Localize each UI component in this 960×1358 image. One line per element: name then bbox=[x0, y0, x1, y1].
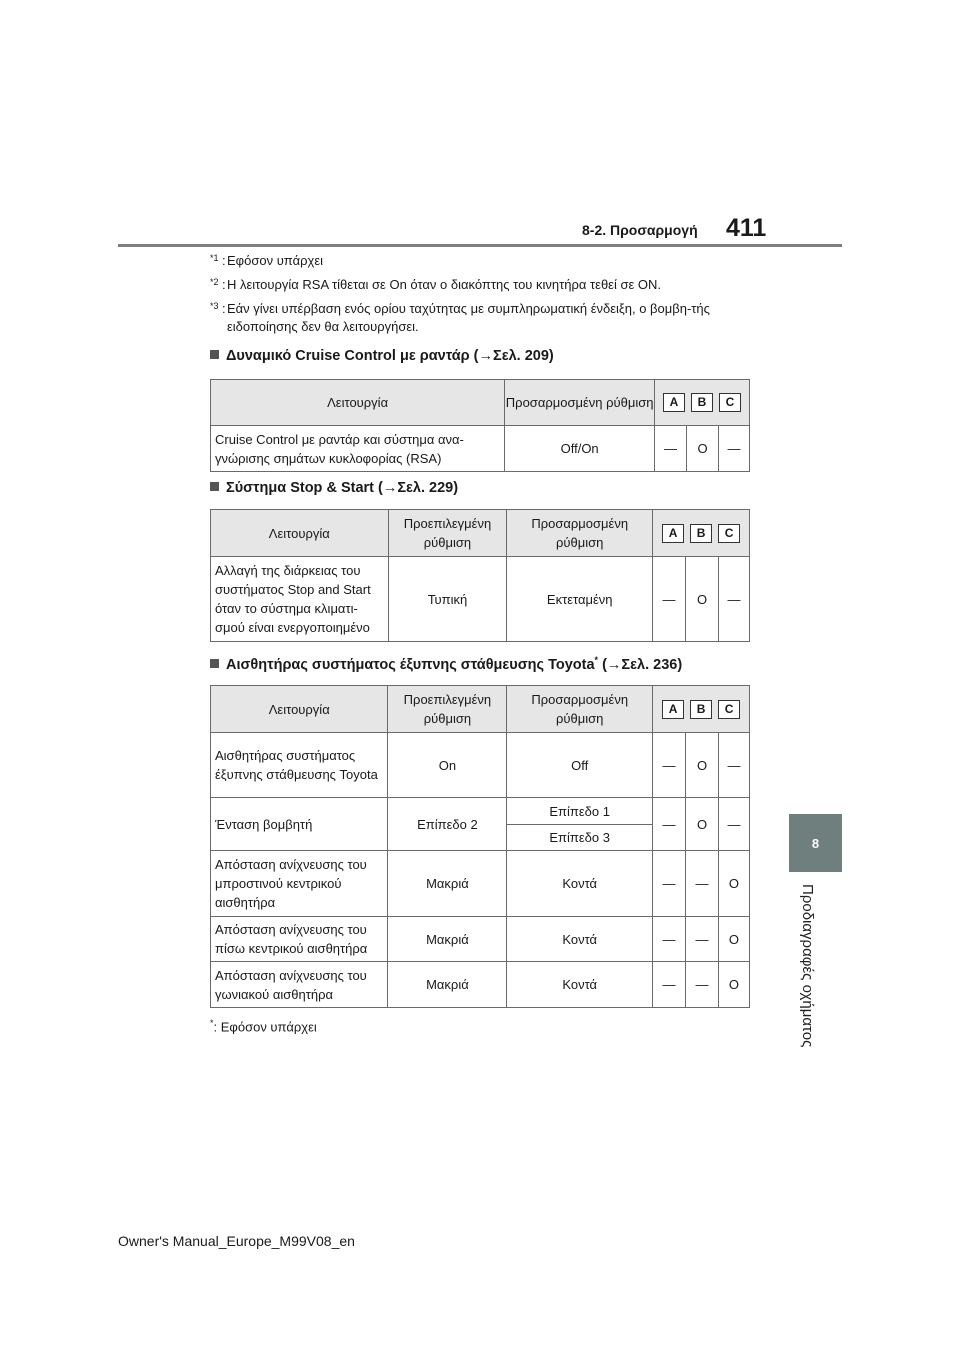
table-row: Απόσταση ανίχνευσης του γωνιακού αισθητήρα Μακριά Κοντά — — O bbox=[211, 962, 750, 1008]
col-default: Προεπιλεγμένη ρύθμιση bbox=[388, 686, 507, 733]
col-custom: Προσαρμοσμένη ρύθμιση bbox=[507, 510, 653, 557]
page-number: 411 bbox=[726, 214, 767, 242]
table-parking-sensor bbox=[210, 685, 750, 1008]
col-default: Προεπιλεγμένη ρύθμιση bbox=[388, 510, 507, 557]
page-reference: →Σελ. 229) bbox=[382, 480, 459, 496]
col-abc bbox=[655, 380, 750, 426]
a-icon: A bbox=[663, 393, 685, 412]
header-divider bbox=[118, 244, 842, 247]
table-row: Cruise Control με ραντάρ και σύστημα ανα-γνώρισης σημάτων κυκλοφορίας (RSA) Off/On — O — bbox=[211, 426, 750, 472]
note-mark: *1 bbox=[210, 253, 219, 263]
square-bullet-icon bbox=[210, 659, 219, 668]
table-row: Απόσταση ανίχνευσης του πίσω κεντρικού αισθητήρα Μακριά Κοντά — — O bbox=[211, 917, 750, 962]
section-heading-parking-sensor: Αισθητήρας συστήματος έξυπνης στάθμευσης Toyota* (→Σελ. 236) bbox=[210, 655, 682, 673]
c-icon: C bbox=[719, 393, 741, 412]
table-row: Επίπεδο 3 bbox=[211, 825, 750, 851]
chapter-tab bbox=[789, 814, 842, 872]
a-icon: A bbox=[662, 524, 684, 543]
a-icon: A bbox=[662, 700, 684, 719]
col-function: Λειτουργία bbox=[211, 380, 505, 426]
footnote: *: Εφόσον υπάρχει bbox=[210, 1018, 317, 1035]
note-mark: *2 bbox=[210, 277, 219, 287]
square-bullet-icon bbox=[210, 350, 219, 359]
page-reference: →Σελ. 209) bbox=[478, 348, 554, 364]
b-icon: B bbox=[691, 393, 713, 412]
col-function: Λειτουργία bbox=[211, 686, 388, 733]
note-text: Εφόσον υπάρχει bbox=[227, 253, 324, 268]
table-cruise bbox=[210, 379, 750, 472]
table-row: Αισθητήρας συστήματος έξυπνης στάθμευσης Toyota On Off — O — bbox=[211, 733, 750, 798]
table-row: Αλλαγή της διάρκειας του συστήματος Stop and Start όταν το σύστημα κλιματι-σμού είναι ενεργοποιημένο Τυπική Εκτεταμένη — O — bbox=[211, 557, 750, 642]
table-row: Ένταση βομβητή Επίπεδο 2 Επίπεδο 1 — O — bbox=[211, 798, 750, 825]
footer-text: Owner's Manual_Europe_M99V08_en bbox=[118, 1233, 355, 1249]
col-function: Λειτουργία bbox=[211, 510, 389, 557]
section-label: 8-2. Προσαρμογή bbox=[582, 222, 698, 238]
notes bbox=[210, 252, 755, 342]
note-text: Εάν γίνει υπέρβαση ενός ορίου ταχύτητας με συμπληρωματική ένδειξη, ο βομβη-τής ειδοποίησης δεν θα λειτουργήσει. bbox=[227, 301, 710, 334]
c-icon: C bbox=[718, 700, 740, 719]
page-reference: (→Σελ. 236) bbox=[598, 656, 683, 673]
col-abc bbox=[653, 510, 750, 557]
col-custom: Προσαρμοσμένη ρύθμιση bbox=[507, 686, 653, 733]
note-3: *3 : Εάν γίνει υπέρβαση ενός ορίου ταχύτητας με συμπληρωματική ένδειξη, ο βομβη-τής ειδοποίησης δεν θα λειτουργήσει. bbox=[210, 300, 755, 336]
col-abc bbox=[653, 686, 750, 733]
b-icon: B bbox=[690, 524, 712, 543]
note-1: *1 : Εφόσον υπάρχει bbox=[210, 252, 755, 270]
chapter-number: 8 bbox=[811, 835, 820, 851]
section-heading-stop-start: Σύστημα Stop & Start (→Σελ. 229) bbox=[210, 480, 458, 496]
square-bullet-icon bbox=[210, 482, 219, 491]
col-custom: Προσαρμοσμένη ρύθμιση bbox=[505, 380, 655, 426]
table-row: Απόσταση ανίχνευσης του μπροστινού κεντρικού αισθητήρα Μακριά Κοντά — — O bbox=[211, 851, 750, 917]
note-text: Η λειτουργία RSA τίθεται σε On όταν ο διακόπτης του κινητήρα τεθεί σε ON. bbox=[227, 277, 662, 292]
note-2: *2 : Η λειτουργία RSA τίθεται σε On όταν ο διακόπτης του κινητήρα τεθεί σε ON. bbox=[210, 276, 755, 294]
b-icon: B bbox=[690, 700, 712, 719]
table-stop-start bbox=[210, 509, 750, 642]
section-heading-cruise: Δυναμικό Cruise Control με ραντάρ (→Σελ. 209) bbox=[210, 348, 554, 364]
chapter-title: Προδιαγραφές οχήματος bbox=[799, 884, 816, 1048]
note-mark: *3 bbox=[210, 301, 219, 311]
c-icon: C bbox=[718, 524, 740, 543]
